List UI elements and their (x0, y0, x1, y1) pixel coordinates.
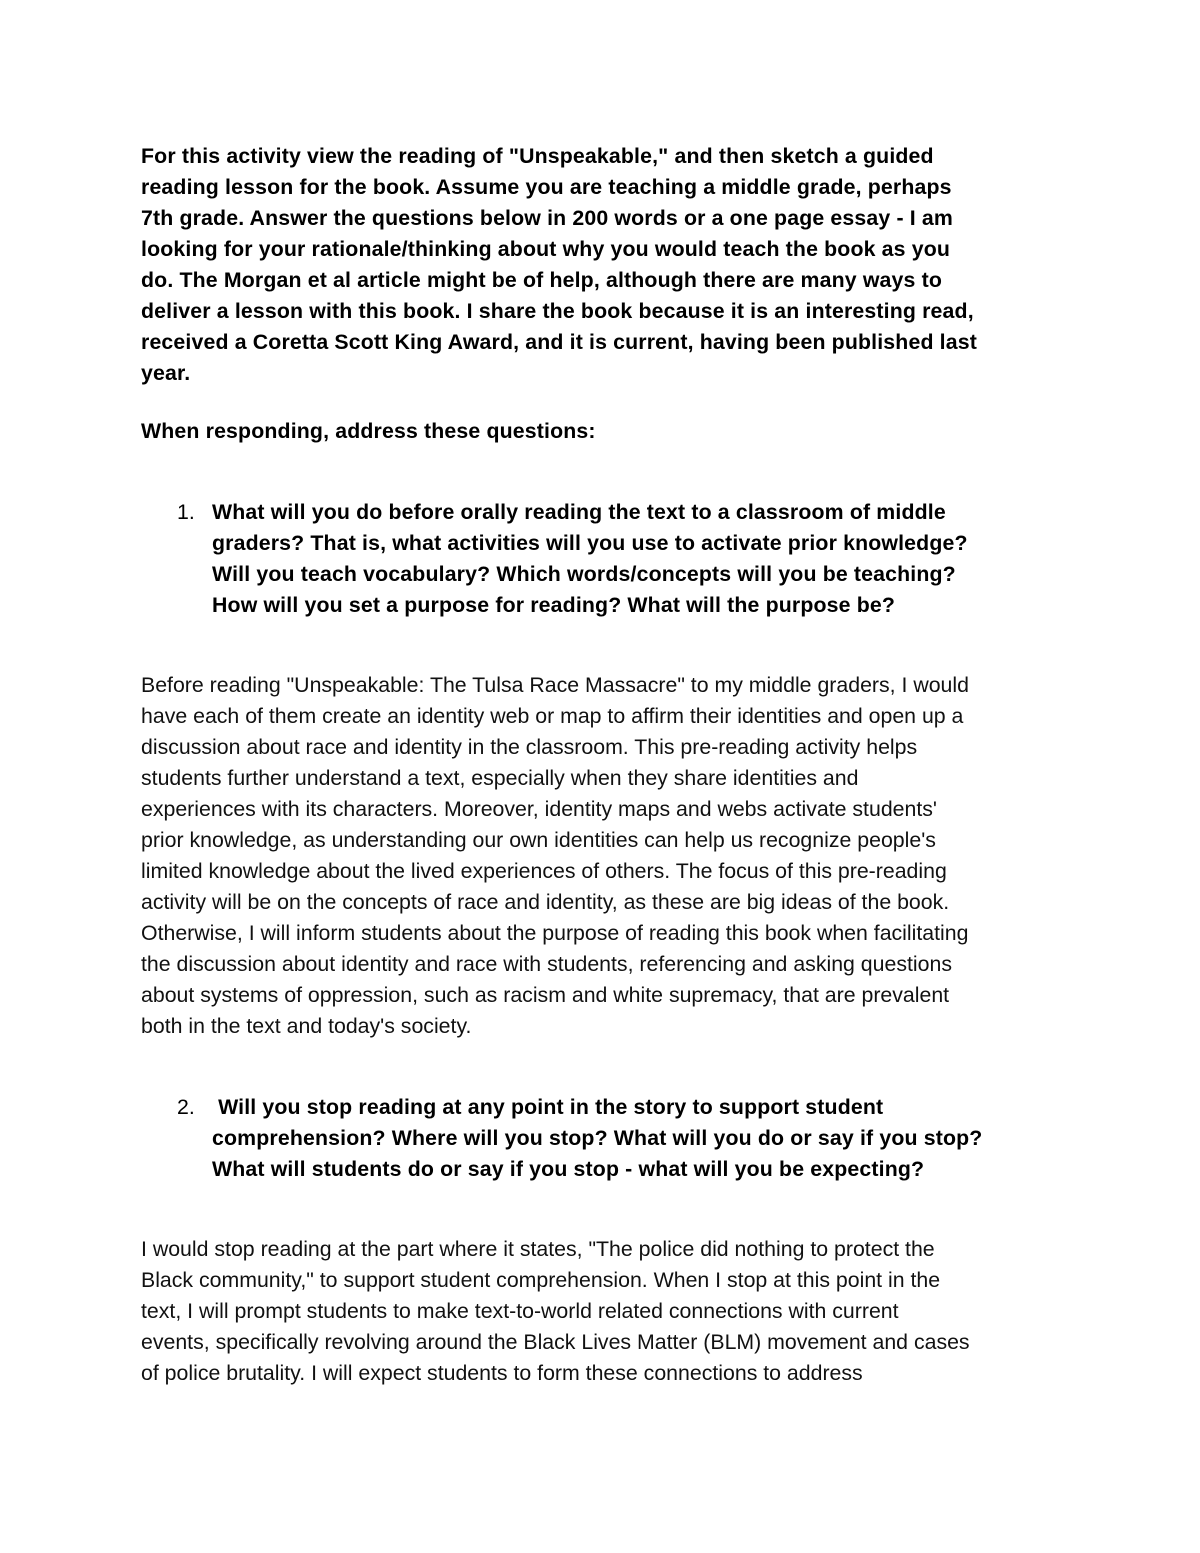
answer-line: limited knowledge about the lived experiences of others. The focus of this pre-reading (141, 859, 947, 883)
question-line: comprehension? Where will you stop? What will you do or say if you stop? (212, 1126, 983, 1150)
answer-line: of police brutality. I will expect students to form these connections to address (141, 1361, 863, 1385)
intro-line: deliver a lesson with this book. I share the book because it is an interesting read, (141, 299, 974, 323)
answer-line: discussion about race and identity in the classroom. This pre-reading activity helps (141, 735, 918, 759)
question-number: 2. (177, 1095, 195, 1119)
answer-line: activity will be on the concepts of race and identity, as these are big ideas of the book. (141, 890, 950, 914)
question-line: What will you do before orally reading the text to a classroom of middle (212, 500, 946, 524)
answer-line: text, I will prompt students to make text-to-world related connections with current (141, 1299, 899, 1323)
answer-line: Otherwise, I will inform students about the purpose of reading this book when facilitating (141, 921, 969, 945)
question-number: 1. (177, 500, 195, 524)
question-line: What will students do or say if you stop - what will you be expecting? (212, 1157, 925, 1181)
intro-line: 7th grade. Answer the questions below in 200 words or a one page essay - I am (141, 206, 953, 230)
intro-line: received a Coretta Scott King Award, and it is current, having been published last (141, 330, 977, 354)
question-line: How will you set a purpose for reading? What will the purpose be? (212, 593, 896, 617)
answer-line: I would stop reading at the part where it states, "The police did nothing to protect the (141, 1237, 935, 1261)
question-line: Will you stop reading at any point in the story to support student (212, 1095, 884, 1119)
intro-line: For this activity view the reading of "Unspeakable," and then sketch a guided (141, 144, 934, 168)
answer-line: have each of them create an identity web or map to affirm their identities and open up a (141, 704, 964, 728)
answer-line: Black community," to support student comprehension. When I stop at this point in the (141, 1268, 941, 1292)
intro-line: reading lesson for the book. Assume you are teaching a middle grade, perhaps (141, 175, 952, 199)
intro-line: do. The Morgan et al article might be of help, although there are many ways to (141, 268, 942, 292)
answer-line: students further understand a text, especially when they share identities and (141, 766, 859, 790)
answer-line: the discussion about identity and race with students, referencing and asking questions (141, 952, 952, 976)
answer-line: Before reading "Unspeakable: The Tulsa Race Massacre" to my middle graders, I would (141, 673, 969, 697)
answer-line: events, specifically revolving around the Black Lives Matter (BLM) movement and cases (141, 1330, 970, 1354)
intro-line: looking for your rationale/thinking about why you would teach the book as you (141, 237, 951, 261)
question-line: Will you teach vocabulary? Which words/concepts will you be teaching? (212, 562, 956, 586)
answer-line: prior knowledge, as understanding our own identities can help us recognize people's (141, 828, 936, 852)
answer-line: about systems of oppression, such as racism and white supremacy, that are prevalent (141, 983, 950, 1007)
prompt-heading: When responding, address these questions: (141, 419, 596, 443)
answer-line: both in the text and today's society. (141, 1014, 472, 1038)
intro-line: year. (141, 361, 191, 385)
answer-line: experiences with its characters. Moreover, identity maps and webs activate students' (141, 797, 937, 821)
question-line: graders? That is, what activities will you use to activate prior knowledge? (212, 531, 968, 555)
